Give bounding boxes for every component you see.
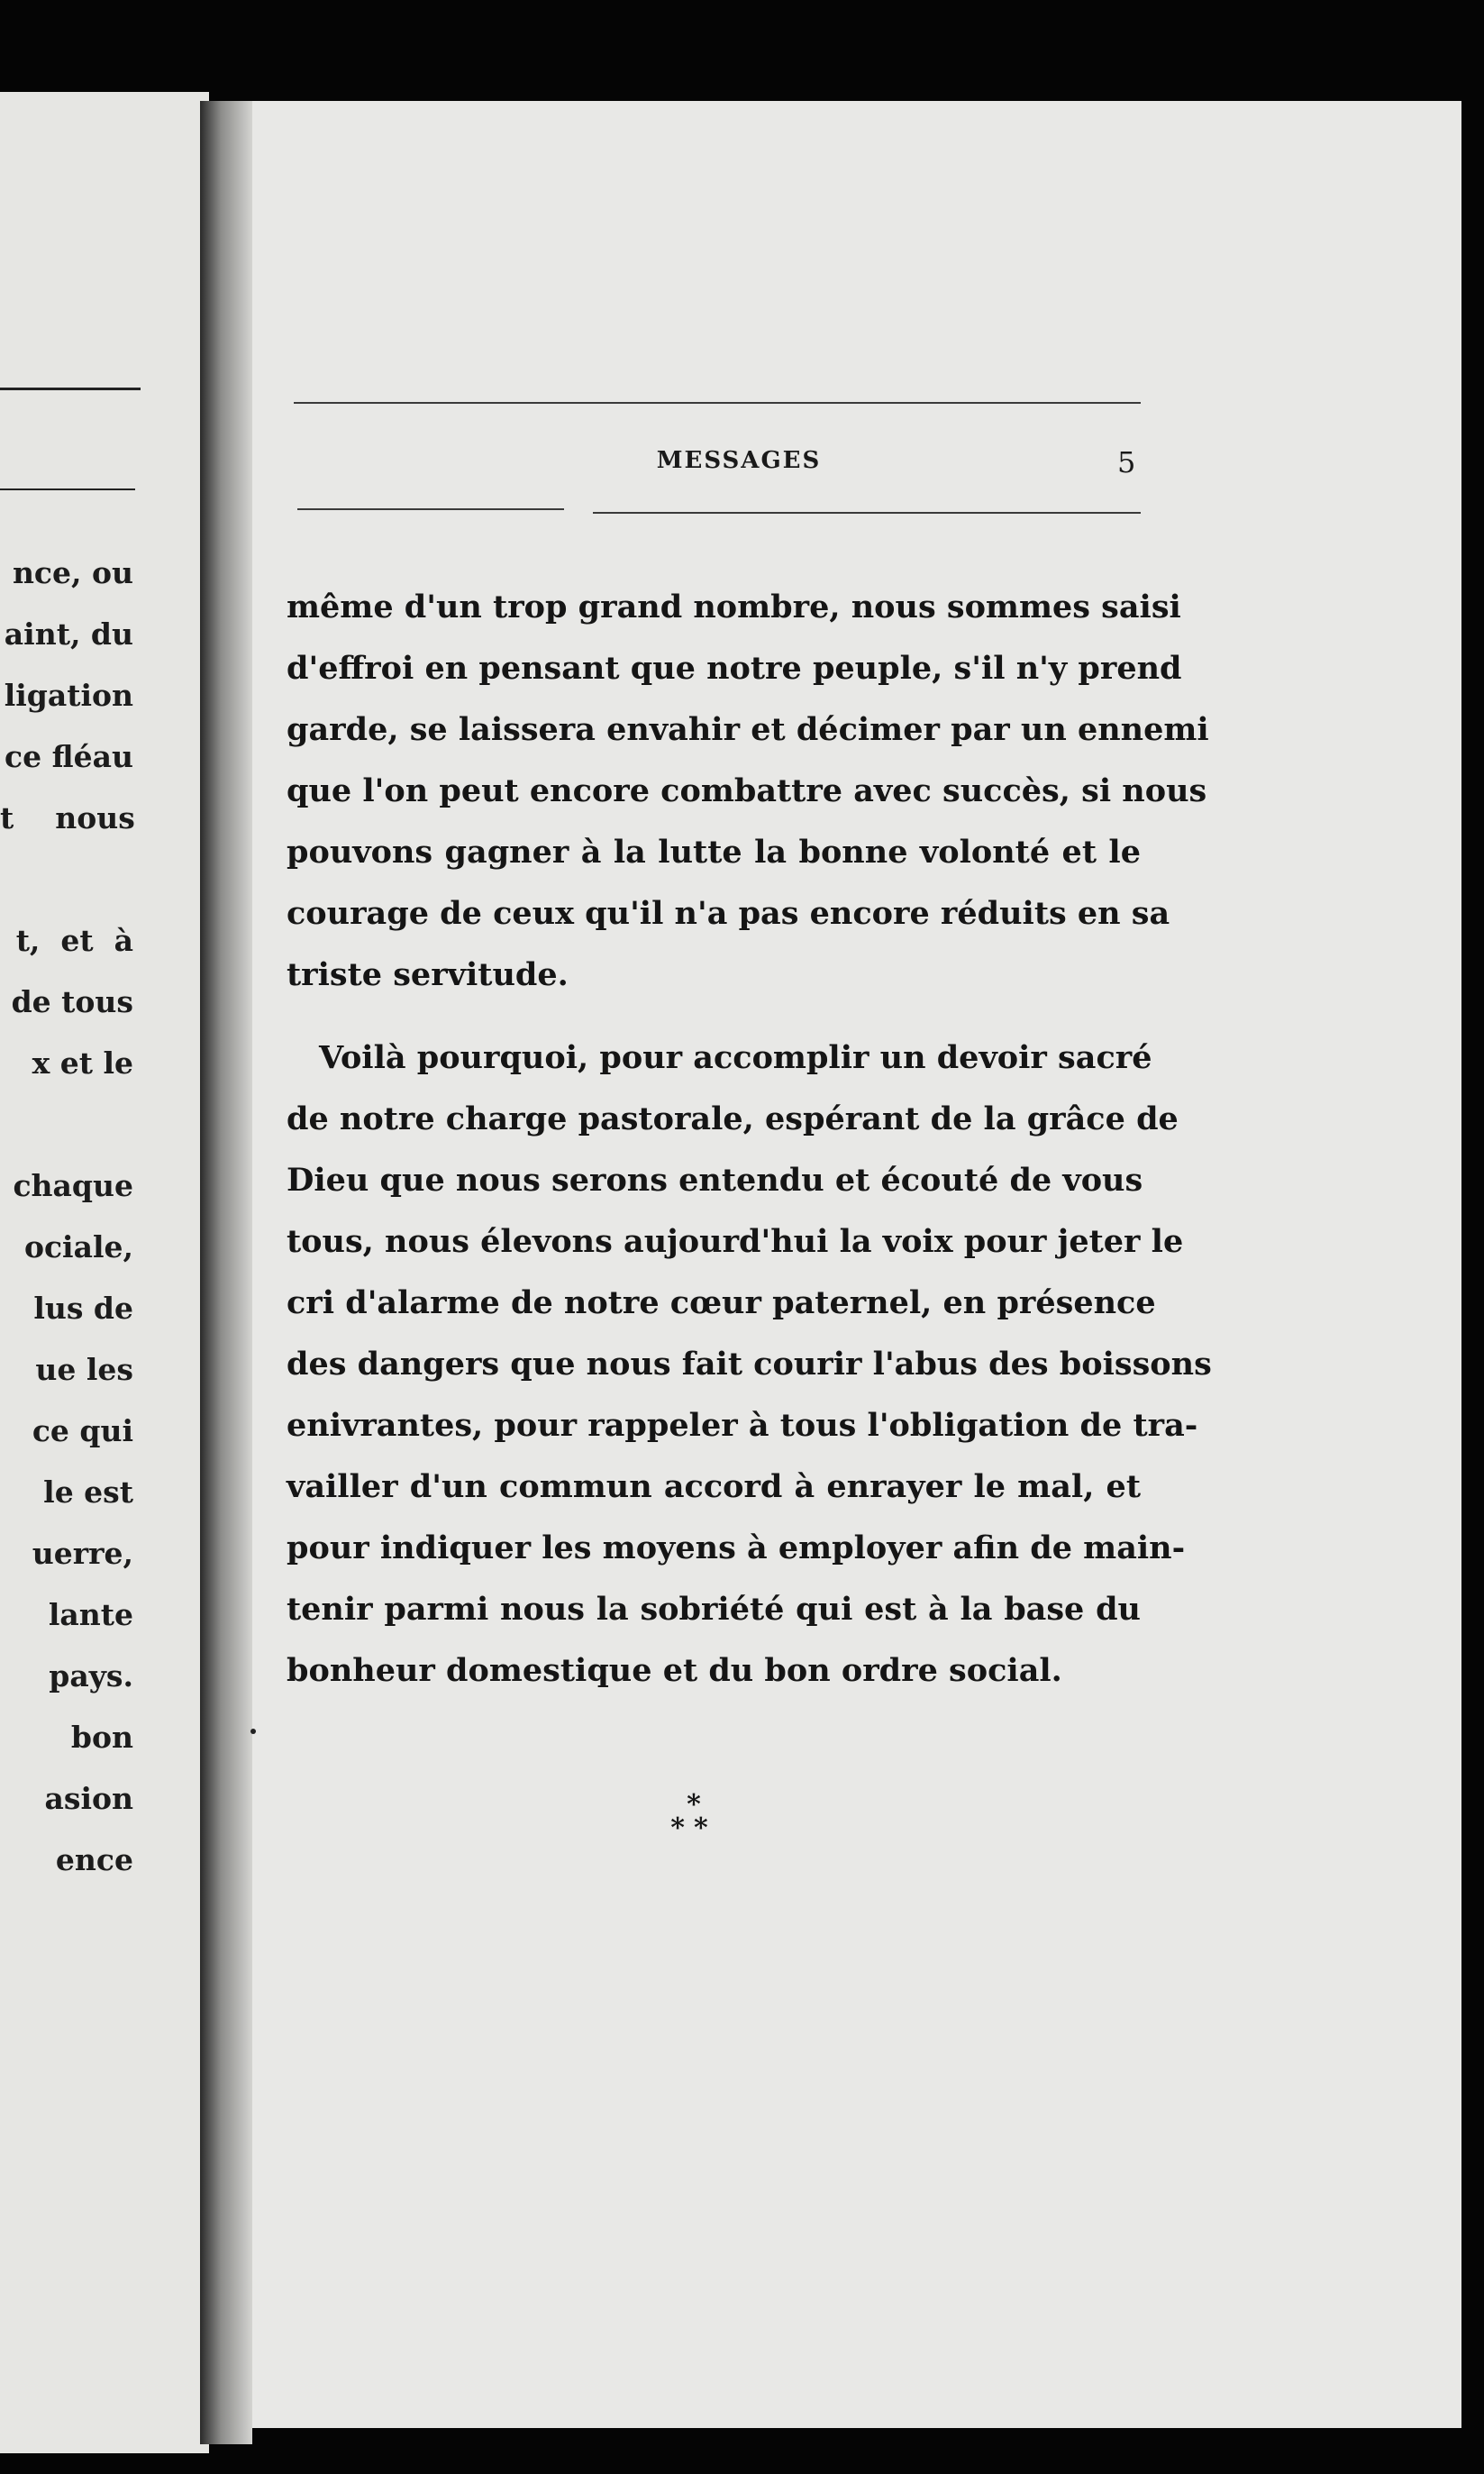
body-text — [287, 577, 1212, 1702]
left-page-rule-bottom — [0, 488, 135, 490]
text-line: courage de ceux qu'il n'a pas encore réduits en sa — [287, 895, 1170, 932]
text-line: pouvons gagner à la lutte la bonne volonté et le — [287, 834, 1141, 871]
left-line: ue les — [35, 1352, 133, 1387]
left-line: de tous — [11, 984, 133, 1019]
text-line: tous, nous élevons aujourd'hui la voix pour jeter le — [287, 1223, 1184, 1260]
text-line: Dieu que nous serons entendu et écouté de vous — [287, 1162, 1143, 1199]
running-head: MESSAGES — [656, 447, 822, 474]
left-line: ce fléau — [5, 739, 133, 774]
left-line: ence — [55, 1842, 133, 1877]
left-line: chaque — [13, 1168, 133, 1203]
left-line: lus de — [33, 1291, 133, 1326]
text-line: triste servitude. — [287, 956, 569, 993]
text-line: des dangers que nous fait courir l'abus des boissons — [287, 1346, 1212, 1383]
asterism-bottom: ** — [670, 1812, 717, 1844]
left-line: pays. — [49, 1658, 133, 1693]
page-number: 5 — [1117, 445, 1136, 479]
text-line: d'effroi en pensant que notre peuple, s'il n'y prend — [287, 650, 1182, 687]
left-line: t, et à — [15, 923, 133, 958]
left-line: asion — [44, 1781, 133, 1816]
left-line: nce, ou — [12, 555, 133, 590]
text-line: pour indiquer les moyens à employer afin de main- — [287, 1529, 1186, 1566]
left-line: ociale, — [23, 1229, 133, 1264]
text-line: tenir parmi nous la sobriété qui est à la base du — [287, 1591, 1141, 1628]
text-line: enivrantes, pour rappeler à tous l'obligation de tra- — [287, 1407, 1198, 1444]
header-rule-bottom-left — [297, 508, 564, 510]
left-line: ce qui — [32, 1413, 133, 1448]
text-line: même d'un trop grand nombre, nous sommes saisi — [287, 589, 1181, 625]
stray-mark — [250, 1729, 256, 1734]
left-line-gap — [0, 849, 133, 910]
left-line: uerre, — [32, 1536, 133, 1571]
left-line: aint, du — [4, 616, 133, 652]
left-line: le est — [43, 1474, 133, 1510]
left-line: t nous — [0, 800, 135, 835]
left-line: lante — [48, 1597, 133, 1632]
left-line-gap — [0, 1094, 133, 1155]
asterism-ornament — [649, 1789, 739, 1844]
paragraph-gap — [287, 1006, 1141, 1027]
paragraph-1 — [287, 577, 1209, 1006]
header-rule-bottom-right — [593, 512, 1141, 514]
left-line: x et le — [32, 1045, 133, 1081]
left-page-text — [0, 543, 133, 1891]
left-page-rule-top — [0, 388, 141, 390]
text-line: Voilà pourquoi, pour accomplir un devoir sacré — [319, 1039, 1152, 1076]
page-gutter-shadow — [200, 101, 252, 2444]
header-rule-top — [294, 402, 1141, 404]
text-line: garde, se laissera envahir et décimer par un ennemi — [287, 711, 1209, 748]
paragraph-2 — [287, 1027, 1212, 1702]
left-line: bon — [70, 1720, 133, 1755]
text-line: que l'on peut encore combattre avec succès, si nous — [287, 772, 1207, 809]
left-line: ligation — [4, 678, 133, 713]
text-line: vailler d'un commun accord à enrayer le mal, et — [287, 1468, 1141, 1505]
text-line: bonheur domestique et du bon ordre social. — [287, 1652, 1062, 1689]
text-line: cri d'alarme de notre cœur paternel, en présence — [287, 1284, 1156, 1321]
text-line: de notre charge pastorale, espérant de la grâce de — [287, 1100, 1179, 1137]
asterism-top: * — [687, 1789, 701, 1821]
